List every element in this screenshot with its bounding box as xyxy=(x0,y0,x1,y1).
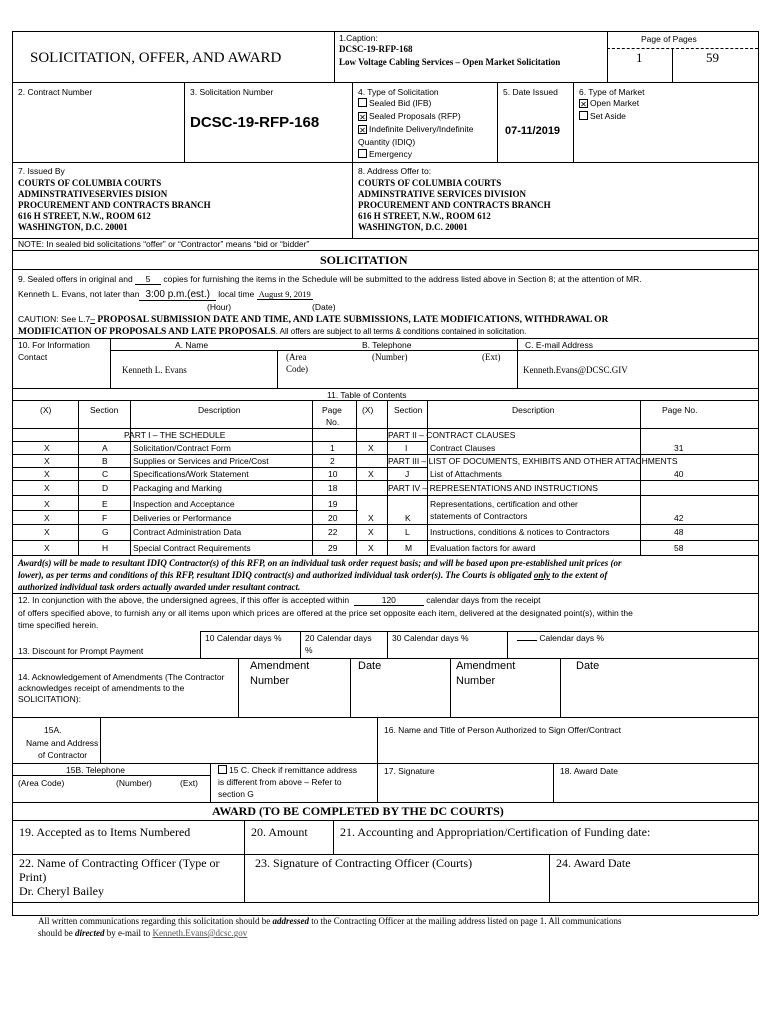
area-label: (Area xyxy=(286,352,307,362)
toc-row-x: X xyxy=(368,469,374,479)
contracting-officer-name-label: 22. Name of Contracting Officer (Type or xyxy=(19,856,220,870)
toc-row-x: X xyxy=(44,456,50,466)
amendments-label: 14. Acknowledgement of Amendments (The Contractor acknowledges receipt of amendments to the SOLICITATION): xyxy=(18,672,225,704)
toc-row-section: L xyxy=(405,527,410,537)
toc-row-page: 58 xyxy=(674,543,684,553)
contracting-officer-signature-label: 23. Signature of Contracting Officer (Courts) xyxy=(255,856,473,870)
option-emergency[interactable]: Emergency xyxy=(358,149,412,159)
checkbox-empty-icon[interactable] xyxy=(579,111,588,120)
remittance-line3: section G xyxy=(218,789,254,799)
contractor-15a-label: 15A. xyxy=(44,725,62,735)
checkbox-empty-icon[interactable] xyxy=(218,765,227,774)
solicitation-heading: SOLICITATION xyxy=(320,253,408,267)
phone-number: (Number) xyxy=(116,778,152,788)
toc-row-description: Supplies or Services and Price/Cost xyxy=(133,456,269,466)
award-date-18-label: 18. Award Date xyxy=(560,766,618,776)
toc-row-x: X xyxy=(44,483,50,493)
accepted-items-label: 19. Accepted as to Items Numbered xyxy=(19,825,191,839)
toc-row-page: 10 xyxy=(328,469,338,479)
contractor-of-contractor-label: of Contractor xyxy=(38,750,88,760)
item12-line2: of offers specified above, to furnish any or all items upon which prices are offered at the price set opposite each item, delivered at the designated point(s), within the xyxy=(18,608,633,618)
info-label: 10. For Information xyxy=(18,340,90,350)
toc-row-page: 19 xyxy=(328,499,338,509)
checkbox-checked-icon[interactable] xyxy=(358,125,367,134)
amendment-number-header2: Number xyxy=(456,675,496,687)
page-current: 1 xyxy=(636,50,643,65)
toc-col-page: Page xyxy=(322,405,342,415)
discount-20-days: 20 Calendar days xyxy=(305,633,372,643)
caution-line2: MODIFICATION OF PROPOSALS AND LATE PROPOSALS. All offers are subject to all terms & conditions contained in solicitation. xyxy=(18,327,527,337)
option-sealed-proposals[interactable]: ✕Sealed Proposals (RFP) xyxy=(358,111,461,121)
page-of-pages-label: Page of Pages xyxy=(641,34,697,44)
remittance-checkbox[interactable]: 15 C. Check if remittance address xyxy=(218,765,357,775)
footer-line2: should be directed by e-mail to Kenneth.Evans@dcsc.gov xyxy=(38,928,248,938)
form-title: SOLICITATION, OFFER, AND AWARD xyxy=(30,50,282,66)
toc-col-x: (X) xyxy=(40,405,52,415)
caption-description: Low Voltage Cabling Services – Open Market Solicitation xyxy=(339,57,561,67)
remittance-line2: is different from above – Refer to xyxy=(218,777,342,787)
toc-row-x: X xyxy=(368,527,374,537)
address-offer-label: 8. Address Offer to: xyxy=(358,166,432,176)
amendment-header2: Amendment xyxy=(456,660,516,672)
toc-row-section: I xyxy=(405,443,408,453)
toc-row-page: 2 xyxy=(330,456,335,466)
address-offer-address: COURTS OF COLUMBIA COURTS ADMINSTRATIVE SERVICES DIVISION PROCUREMENT AND CONTRACTS BRANCH 616 H STREET, N.W., ROOM 612 WASHINGTON, D.C. 20001 xyxy=(358,178,551,232)
toc-col-no: No. xyxy=(326,417,340,427)
amendment-date-header2: Date xyxy=(576,660,600,672)
toc-row-description: Inspection and Acceptance xyxy=(133,499,235,509)
toc-row-section: H xyxy=(102,543,109,553)
hour-label: (Hour) xyxy=(207,302,232,312)
solicitation-number: DCSC-19-RFP-168 xyxy=(190,114,320,131)
date-label: (Date) xyxy=(312,302,336,312)
contact-email[interactable]: Kenneth.Evans@DCSC.GIV xyxy=(523,365,628,375)
footer-line1: All written communications regarding this solicitation should be addressed to the Contracting Officer at the mailing address listed on page 1. All communications xyxy=(38,916,622,926)
quantity-idiq: Quantity (IDIQ) xyxy=(358,137,416,147)
toc-row-page: 1 xyxy=(330,443,335,453)
item12-line3: time specified herein. xyxy=(18,620,99,630)
toc-row-section: E xyxy=(102,499,108,509)
footer-email-link[interactable]: Kenneth.Evans@dcsc.gov xyxy=(152,928,248,938)
checkbox-empty-icon[interactable] xyxy=(358,98,367,107)
toc-row-description: Solicitation/Contract Form xyxy=(133,443,231,453)
caption-label: 1.Caption: xyxy=(339,33,378,43)
note: NOTE: In sealed bid solicitations “offer” or “Contractor” means “bid or “bidder” xyxy=(18,239,310,249)
code-label: Code) xyxy=(286,364,308,374)
option-idiq[interactable]: ✕Indefinite Delivery/Indefinite xyxy=(358,124,473,134)
solicitation-number-label: 3. Solicitation Number xyxy=(190,87,274,97)
toc-part4: PART IV – REPRESENTATIONS AND INSTRUCTIONS xyxy=(388,483,598,493)
toc-row-description: Contract Administration Data xyxy=(133,527,242,537)
toc-row-page: 22 xyxy=(328,527,338,537)
checkbox-checked-icon[interactable] xyxy=(579,99,588,108)
toc-row-x: X xyxy=(44,443,50,453)
toc-row-section: A xyxy=(102,443,108,453)
discount-label: 13. Discount for Prompt Payment xyxy=(18,646,144,656)
discount-20-percent: % xyxy=(305,645,313,655)
toc-col-description2: Description xyxy=(512,405,555,415)
amendment-date-header: Date xyxy=(358,660,382,672)
authorized-person-label: 16. Name and Title of Person Authorized to Sign Offer/Contract xyxy=(384,725,622,735)
issued-by-address: COURTS OF COLUMBIA COURTS ADMINSTRATIVESERVIES DISION PROCUREMENT AND CONTRACTS BRANCH 616 H STREET, N.W., ROOM 612 WASHINGTON, D.C. 20001 xyxy=(18,178,211,232)
toc-row-description: List of Attachments xyxy=(430,469,502,479)
toc-row-x: X xyxy=(44,499,50,509)
toc-row-x: X xyxy=(44,469,50,479)
contact-name: Kenneth L. Evans xyxy=(122,365,187,375)
toc-row-section: K xyxy=(405,513,411,523)
telephone-label: B. Telephone xyxy=(362,340,412,350)
caution-line1: CAUTION: See L.7– PROPOSAL SUBMISSION DATE AND TIME, AND LATE SUBMISSIONS, LATE MODIFICATIONS, WITHDRAWAL OR xyxy=(18,314,609,325)
name-label: A. Name xyxy=(175,340,209,350)
discount-30-days: 30 Calendar days % xyxy=(392,633,469,643)
item9-line2: Kenneth L. Evans, not later than 3:00 p.m.(est.) local time August 9, 2019 xyxy=(18,289,311,300)
toc-row-x: X xyxy=(44,543,50,553)
toc-row-description: Special Contract Requirements xyxy=(133,543,251,553)
toc-row-page: 40 xyxy=(674,469,684,479)
toc-row-x: X xyxy=(368,443,374,453)
toc-row-section: C xyxy=(102,469,109,479)
checkbox-checked-icon[interactable] xyxy=(358,112,367,121)
toc-row-x: X xyxy=(44,527,50,537)
toc-row-section: J xyxy=(405,469,410,479)
award-heading: AWARD (TO BE COMPLETED BY THE DC COURTS) xyxy=(212,804,504,818)
discount-blank-days: Calendar days % xyxy=(517,633,604,643)
toc-col-section2: Section xyxy=(394,405,423,415)
discount-10-days: 10 Calendar days % xyxy=(205,633,282,643)
toc-row-description: Evaluation factors for award xyxy=(430,543,536,553)
ext-label: (Ext) xyxy=(482,352,501,362)
toc-row-section: F xyxy=(102,513,108,523)
toc-row-x: X xyxy=(368,543,374,553)
toc-row-description: statements of Contractors xyxy=(430,511,528,521)
date-issued-label: 5. Date Issued xyxy=(503,87,558,97)
toc-row-description: Instructions, conditions & notices to Contractors xyxy=(430,527,610,537)
contracting-officer-print-label: Print) xyxy=(19,870,47,884)
award-date-24-label: 24. Award Date xyxy=(556,856,631,870)
number-label: (Number) xyxy=(372,352,408,362)
contact-label: Contact xyxy=(18,352,48,362)
toc-row-x: X xyxy=(44,513,50,523)
toc-col-description: Description xyxy=(198,405,241,415)
type-of-market-label: 6. Type of Market xyxy=(579,87,645,97)
toc-row-x: X xyxy=(368,513,374,523)
item9-line1: 9. Sealed offers in original and 5 copies for furnishing the items in the Schedule will be submitted to the address listed above in Section 8; at the attention of MR. xyxy=(18,274,642,284)
type-of-solicitation-label: 4. Type of Solicitation xyxy=(358,87,439,97)
checkbox-empty-icon[interactable] xyxy=(358,149,367,158)
toc-row-page: 29 xyxy=(328,543,338,553)
toc-col-page-no: Page No. xyxy=(662,405,698,415)
email-label: C. E-mail Address xyxy=(525,340,594,350)
toc-part3: PART III – LIST OF DOCUMENTS, EXHIBITS AND OTHER ATTACHMENTS xyxy=(388,456,678,466)
contractor-name-address-label: Name and Address xyxy=(26,738,99,748)
toc-row-description: Specifications/Work Statement xyxy=(133,469,249,479)
toc-row-description: Deliveries or Performance xyxy=(133,513,232,523)
contracting-officer-name: Dr. Cheryl Bailey xyxy=(19,884,104,898)
caption-number: DCSC-19-RFP-168 xyxy=(339,44,413,54)
toc-title: 11. Table of Contents xyxy=(327,390,407,400)
amendment-header: Amendment xyxy=(250,660,310,672)
toc-row-section: M xyxy=(405,543,413,553)
toc-part2: PART II – CONTRACT CLAUSES xyxy=(388,430,516,440)
toc-row-page: 20 xyxy=(328,513,338,523)
date-issued: 07-11/2019 xyxy=(505,125,561,137)
option-sealed-bid[interactable]: Sealed Bid (IFB) xyxy=(358,98,431,108)
accounting-label: 21. Accounting and Appropriation/Certification of Funding date: xyxy=(340,825,651,839)
toc-row-description: Contract Clauses xyxy=(430,443,496,453)
toc-col-x2: (X) xyxy=(362,405,374,415)
toc-row-section: D xyxy=(102,483,109,493)
telephone-15b-label: 15B. Telephone xyxy=(66,765,125,775)
contract-number-label: 2. Contract Number xyxy=(18,87,93,97)
option-set-aside[interactable]: Set Aside xyxy=(579,111,626,121)
phone-ext: (Ext) xyxy=(180,778,198,788)
toc-row-page: 42 xyxy=(674,513,684,523)
toc-row-page: 48 xyxy=(674,527,684,537)
toc-row-description: Representations, certification and other xyxy=(430,499,578,509)
toc-row-section: G xyxy=(102,527,109,537)
page-total: 59 xyxy=(706,50,719,65)
toc-row-page: 31 xyxy=(674,443,684,453)
toc-row-section: B xyxy=(102,456,108,466)
amendment-number-header: Number xyxy=(250,675,290,687)
toc-col-section: Section xyxy=(90,405,119,415)
signature-label: 17. Signature xyxy=(384,766,435,776)
award-basis-text: Award(s) will be made to resultant IDIQ Contractor(s) of this RFP, on an individual task order request basis; and will be based upon pre-established unit prices (or lower), as per terms and conditions of this RFP, resultant IDIQ contract(s) and authorized individual task order(s). The Courts is obligated only to the extent of authorized individual task orders actually awarded under resultant contract. xyxy=(18,558,622,592)
amount-label: 20. Amount xyxy=(251,825,308,839)
option-open-market[interactable]: ✕Open Market xyxy=(579,98,639,108)
item12-line1: 12. In conjunction with the above, the undersigned agrees, if this offer is accepted within 120 calendar days from the receipt xyxy=(18,595,541,605)
issued-by-label: 7. Issued By xyxy=(18,166,65,176)
toc-part1: PART I – THE SCHEDULE xyxy=(124,430,226,440)
phone-area-code: (Area Code) xyxy=(18,778,65,788)
toc-row-description: Packaging and Marking xyxy=(133,483,222,493)
toc-row-page: 18 xyxy=(328,483,338,493)
